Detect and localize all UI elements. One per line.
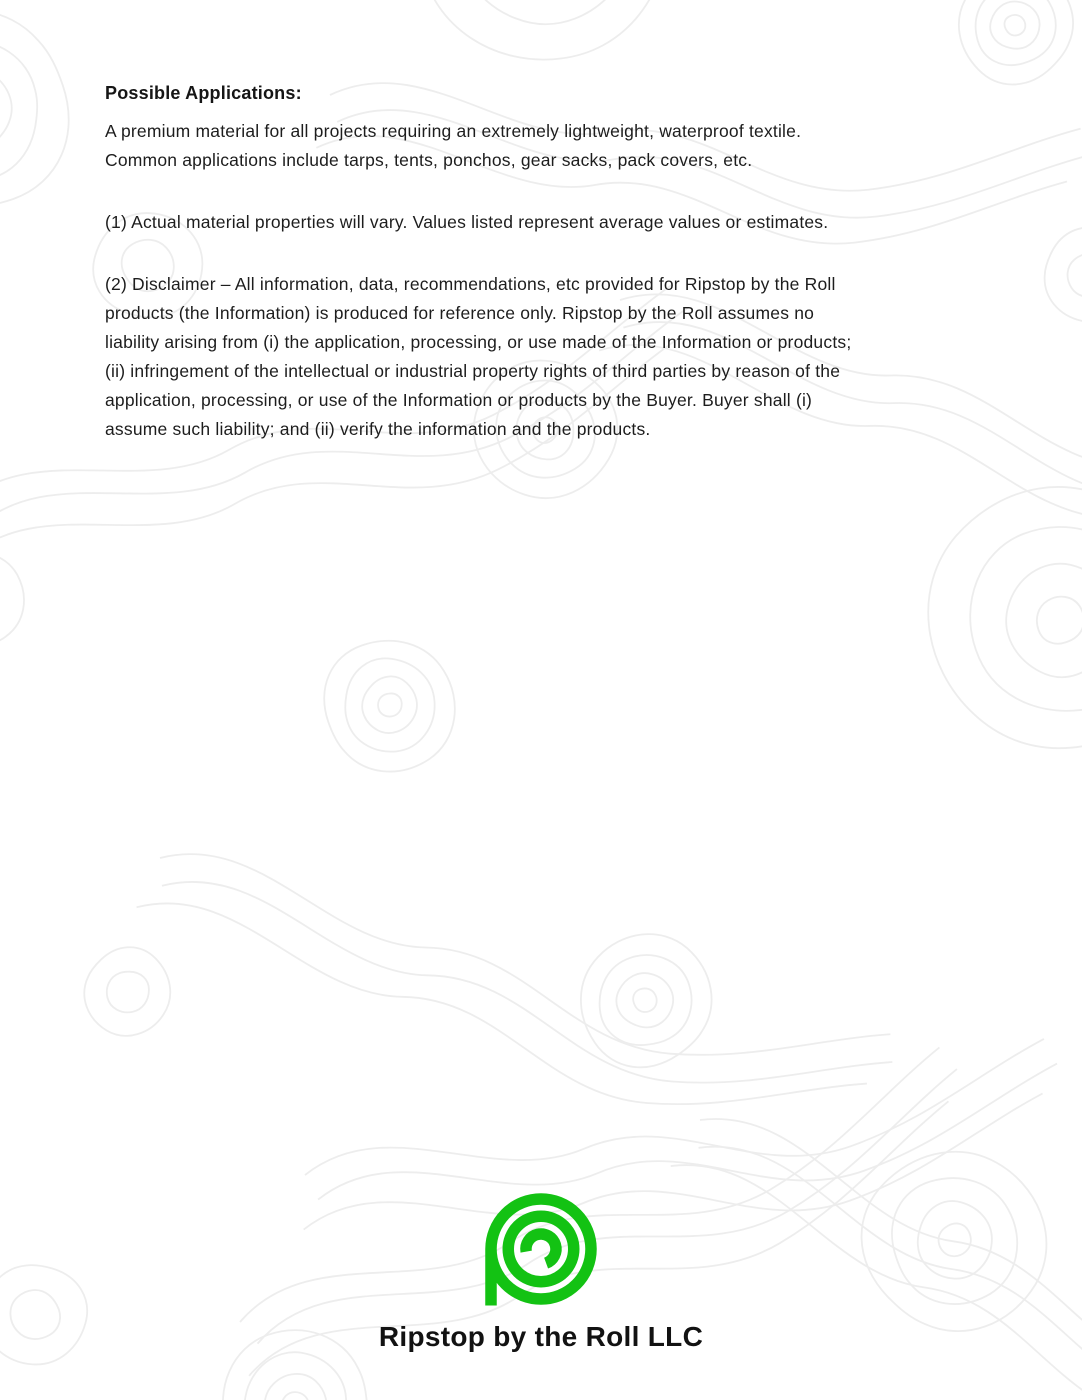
text-line: products (the Information) is produced for reference only. Ripstop by the Roll assumes no — [105, 303, 815, 323]
text-line: (2) Disclaimer – All information, data, recommendations, etc provided for Ripstop by the Roll — [105, 274, 836, 294]
text-line: (1) Actual material properties will vary. Values listed represent average values or estimates. — [105, 212, 829, 232]
text-line: assume such liability; and (ii) verify the information and the products. — [105, 419, 651, 439]
footnote-1-paragraph — [105, 208, 985, 237]
intro-paragraph — [105, 117, 985, 175]
ripstop-by-the-roll-logo-icon — [485, 1192, 597, 1306]
page-footer — [0, 1192, 1082, 1353]
text-line: A premium material for all projects requiring an extremely lightweight, waterproof textile. — [105, 121, 802, 141]
disclaimer-paragraph — [105, 270, 985, 444]
document-body — [105, 83, 985, 477]
logo-middle-ring — [508, 1216, 574, 1282]
logo-inner-ring — [526, 1234, 556, 1263]
text-line: (ii) infringement of the intellectual or industrial property rights of third parties by reason of the — [105, 361, 841, 381]
section-heading: Possible Applications: — [105, 83, 302, 103]
company-name: Ripstop by the Roll LLC — [378, 1321, 704, 1352]
text-line: liability arising from (i) the application, processing, or use made of the Information or products; — [105, 332, 852, 352]
text-line: Common applications include tarps, tents, ponchos, gear sacks, pack covers, etc. — [105, 150, 753, 170]
text-line: application, processing, or use of the Information or products by the Buyer. Buyer shall (i) — [105, 390, 813, 410]
